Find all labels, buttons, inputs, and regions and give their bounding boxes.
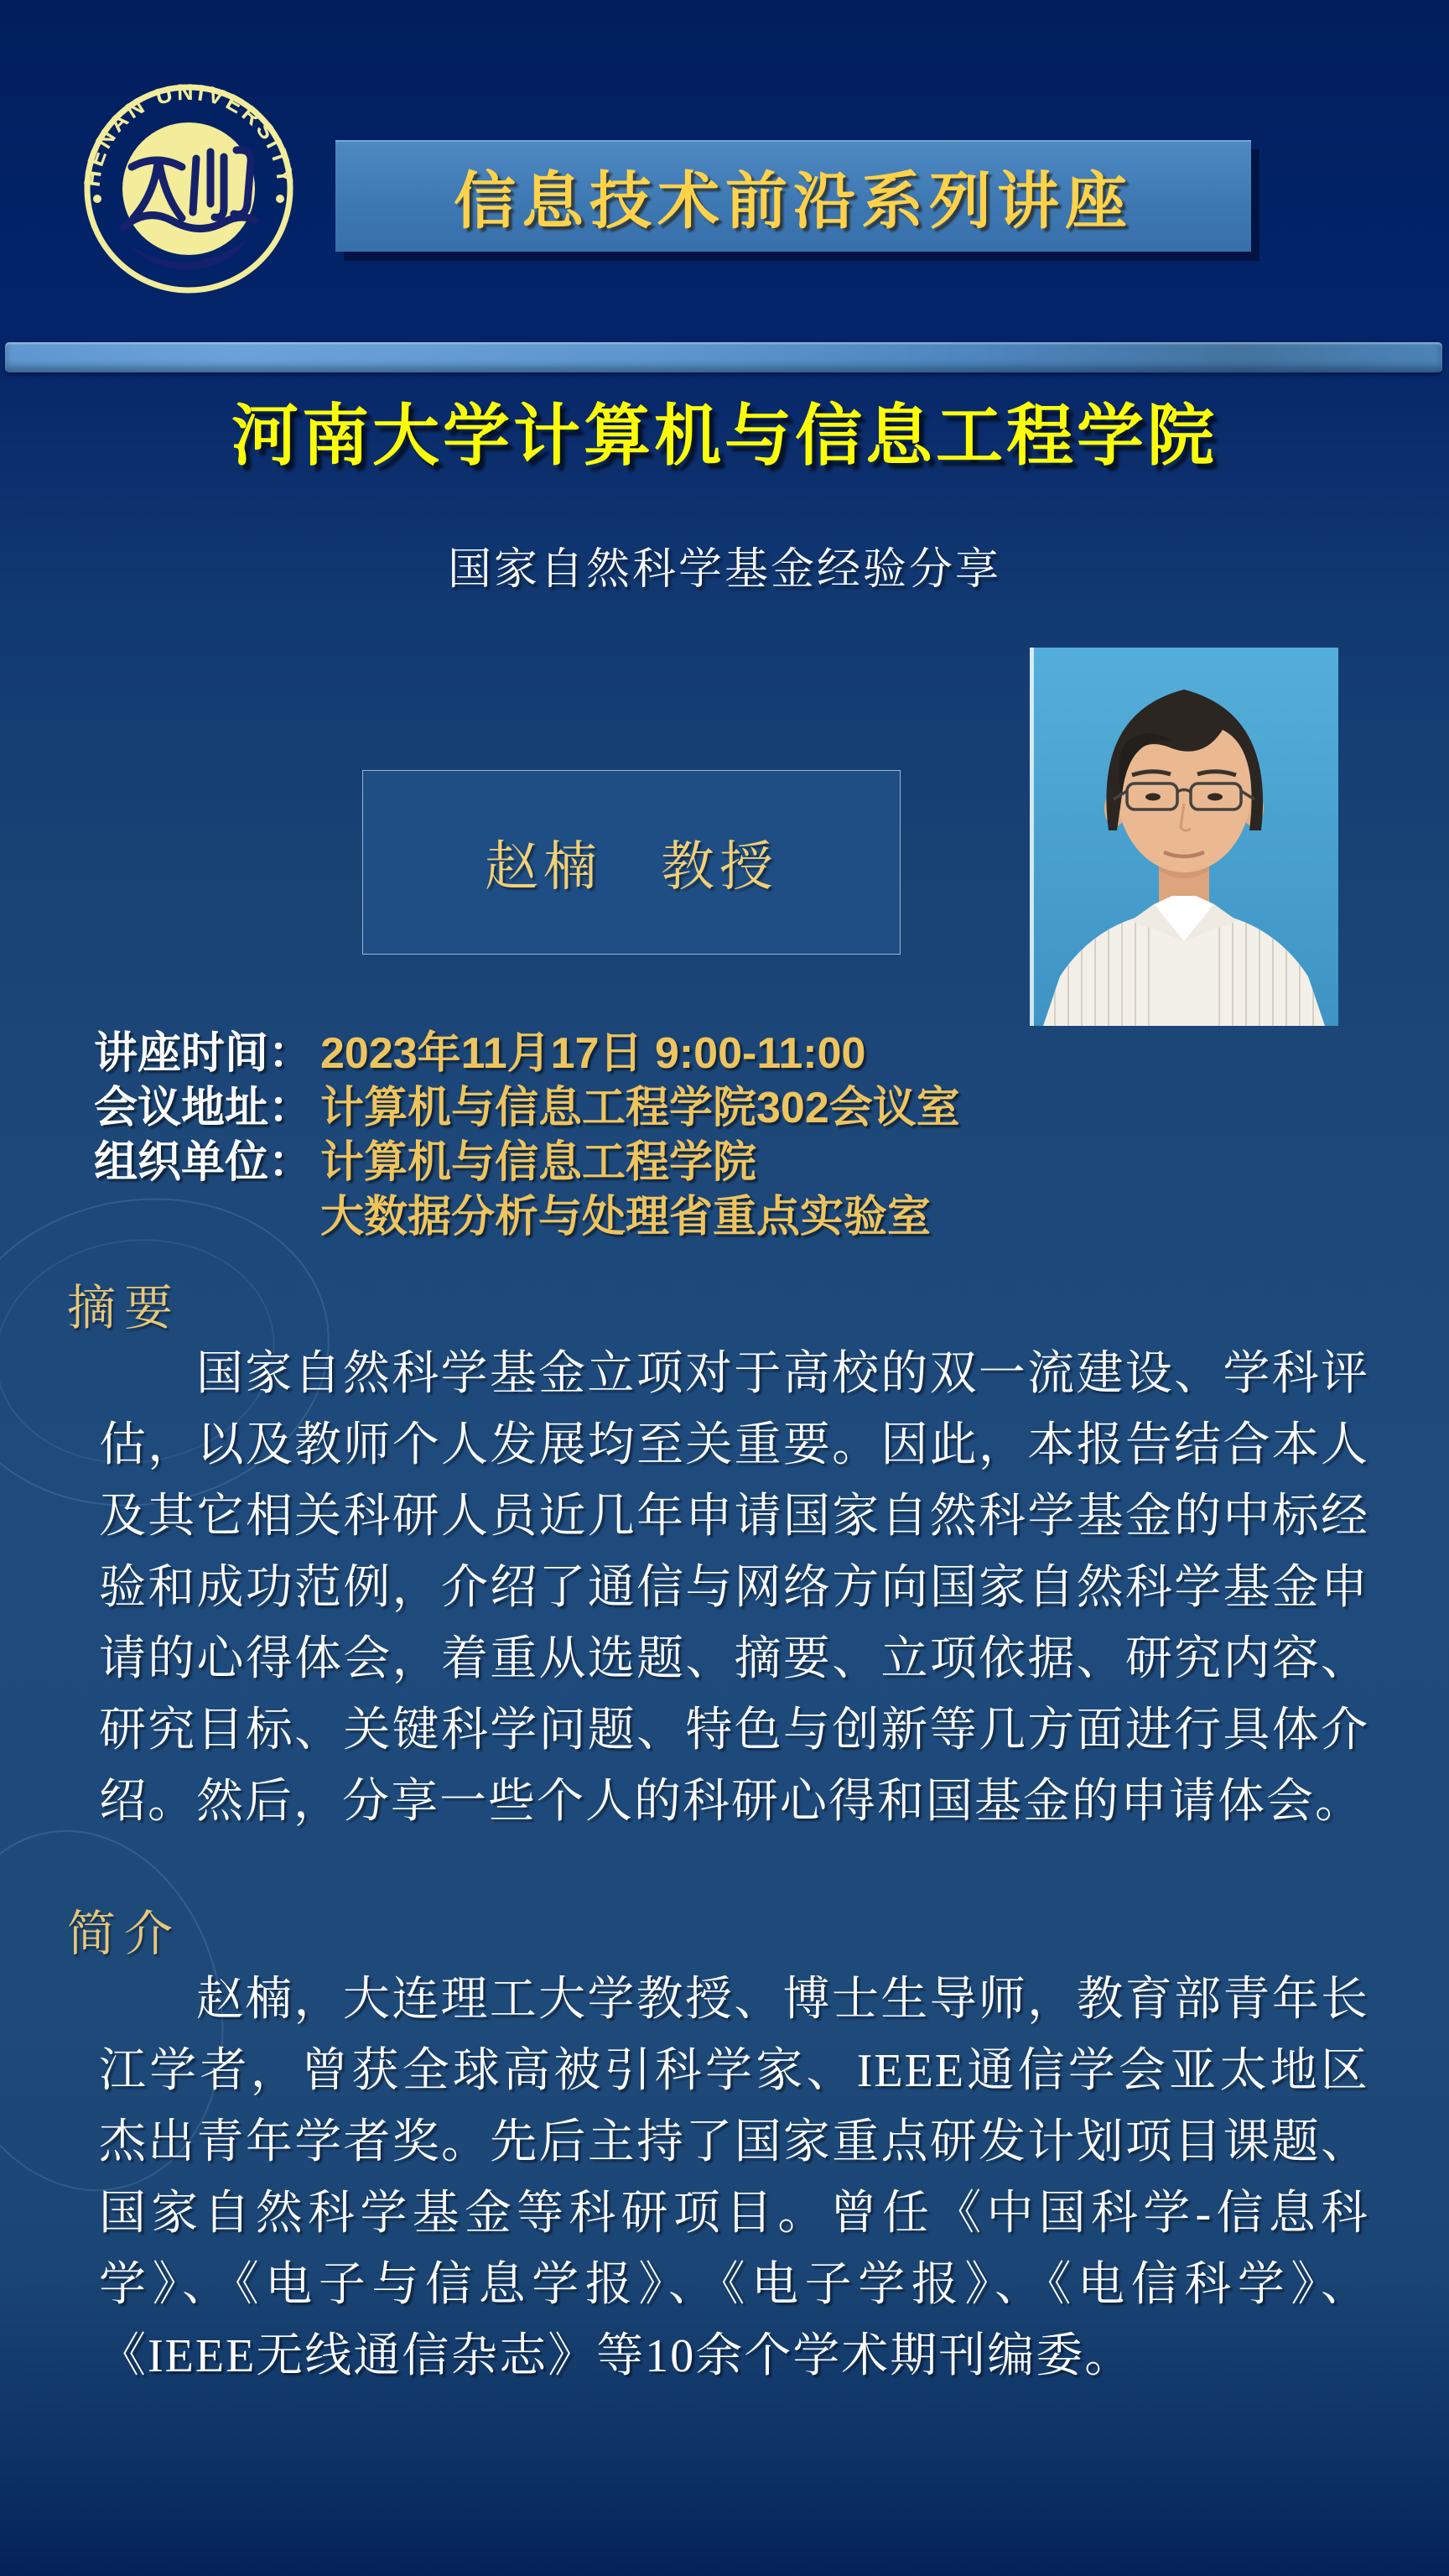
detail-row-organizer xyxy=(94,1131,960,1185)
detail-value: 计算机与信息工程学院302会议室 xyxy=(320,1084,960,1132)
detail-row-lab xyxy=(94,1185,960,1240)
detail-value: 计算机与信息工程学院 xyxy=(320,1138,757,1187)
page-subtitle: 国家自然科学基金经验分享 xyxy=(447,546,1001,594)
abstract-text: 国家自然科学基金立项对于高校的双一流建设、学科评估，以及教师个人发展均至关重要。因此，本报告结合本人及其它相关科研人员近几年申请国家自然科学基金的中标经验和成功范例，介绍了通信与网络方向国家自然科学基金申请的心得体会，着重从选题、摘要、立项依据、研究内容、研究目标、关键科学问题、特色与创新等几方面进行具体介绍。然后，分享一些个人的科研心得和国基金的申请体会。 xyxy=(99,1348,1369,1828)
lecture-details xyxy=(94,1022,960,1240)
speaker-photo xyxy=(1030,648,1338,1026)
detail-row-time xyxy=(94,1022,960,1076)
detail-value: 大数据分析与处理省重点实验室 xyxy=(320,1193,932,1241)
seal-graphic xyxy=(80,80,298,298)
detail-label: 组织单位： xyxy=(94,1138,313,1187)
henan-university-seal xyxy=(80,80,298,298)
speaker-photo-graphic xyxy=(1030,648,1338,1026)
speaker-name: 赵楠 教授 xyxy=(485,837,778,897)
series-banner xyxy=(335,140,1251,252)
seal-ring-text: HENAN UNIVERSITY xyxy=(80,80,298,189)
bio-text: 赵楠，大连理工大学教授、博士生导师，教育部青年长江学者，曾获全球高被引科学家、IEEE通信学会亚太地区杰出青年学者奖。先后主持了国家重点研发计划项目课题、国家自然科学基金等科研项目。曾任《中国科学-信息科学》、《电子与信息学报》、《电子学报》、《电信科学》、《IEEE无线通信杂志》等10余个学术期刊编委。 xyxy=(99,1974,1369,2382)
seal-year-text: 1912 xyxy=(144,174,233,211)
bio-heading: 简介 xyxy=(67,1907,182,1961)
detail-label: 讲座时间： xyxy=(94,1029,313,1078)
detail-label: 会议地址： xyxy=(94,1084,313,1132)
divider-bar xyxy=(5,342,1442,372)
series-banner-title: 信息技术前沿系列讲座 xyxy=(454,167,1133,237)
page-title: 河南大学计算机与信息工程学院 xyxy=(231,400,1218,474)
speaker-name-box xyxy=(362,770,901,955)
detail-value: 2023年11月17日 9:00-11:00 xyxy=(320,1029,866,1078)
abstract-heading: 摘要 xyxy=(67,1281,182,1335)
detail-row-venue xyxy=(94,1076,960,1131)
